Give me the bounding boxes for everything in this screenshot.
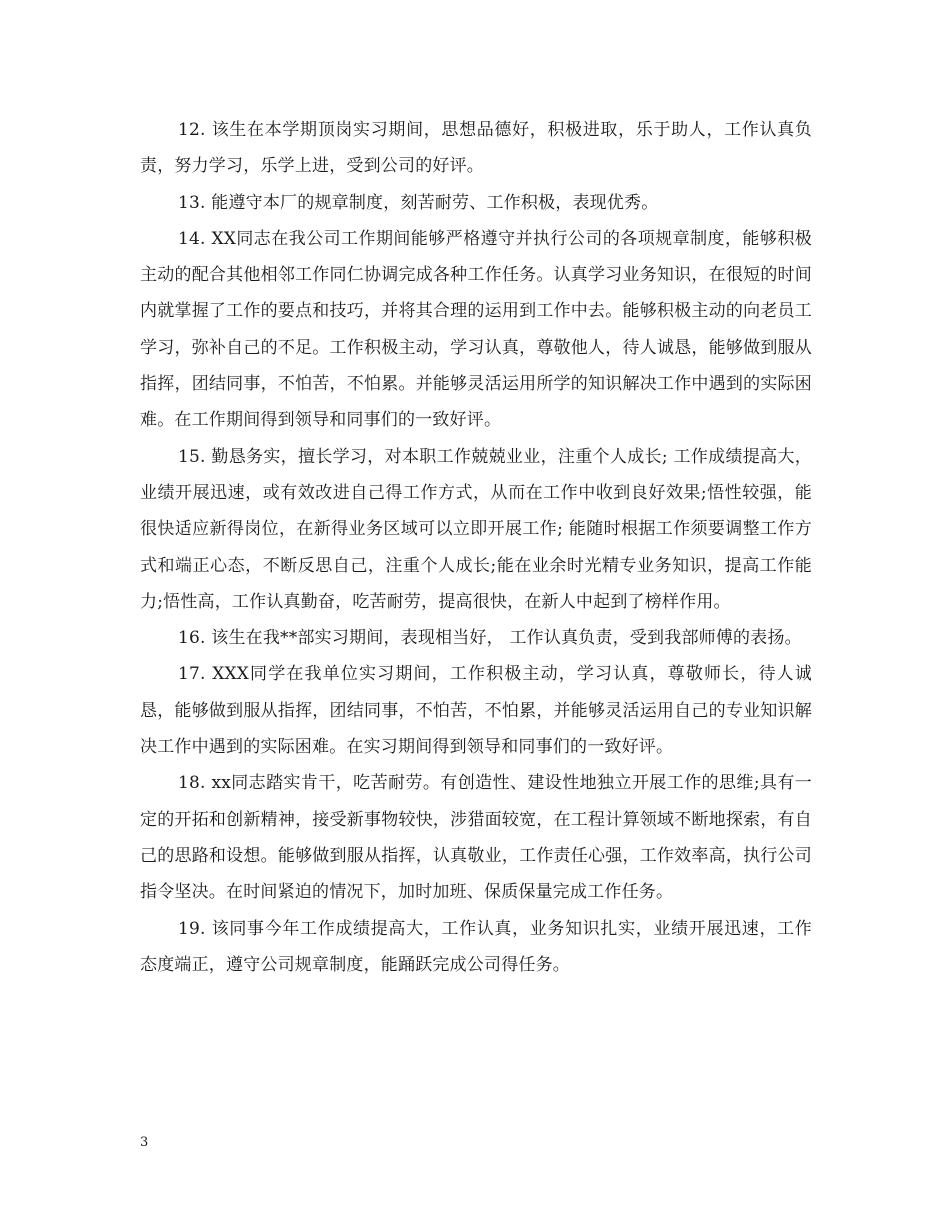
- paragraph-12: 12. 该生在本学期顶岗实习期间，思想品德好，积极进取，乐于助人，工作认真负责，努力学习，乐学上进，受到公司的好评。: [140, 120, 812, 177]
- page-number: 3: [140, 1135, 149, 1150]
- paragraph-15: 15. 勤恳务实，擅长学习，对本职工作兢兢业业，注重个人成长; 工作成绩提高大，业绩开展迅速，或有效改进自己得工作方式，从而在工作中收到良好效果;悟性较强，能很快适应新得岗位，在新得业务区域可以立即开展工作; 能随时根据工作须要调整工作方式和端正心态，不断反思自己，注重个人成长;能在业余时光精专业务知识，提高工作能力;悟性高，工作认真勤奋，吃苦耐劳，提高很快，在新人中起到了榜样作用。: [140, 446, 812, 612]
- paragraph-13: 13. 能遵守本厂的规章制度，刻苦耐劳、工作积极，表现优秀。: [178, 192, 659, 213]
- paragraph-19: 19. 该同事今年工作成绩提高大，工作认真，业务知识扎实，业绩开展迅速，工作态度端正，遵守公司规章制度，能踊跃完成公司得任务。: [140, 918, 812, 975]
- paragraph-17: 17. XXX同学在我单位实习期间，工作积极主动，学习认真，尊敬师长，待人诚恳，能够做到服从指挥，团结同事，不怕苦，不怕累，并能够灵活运用自己的专业知识解决工作中遇到的实际困难。在实习期间得到领导和同事们的一致好评。: [140, 664, 812, 758]
- paragraph-18: 18. xx同志踏实肯干，吃苦耐劳。有创造性、建设性地独立开展工作的思维;具有一定的开拓和创新精神，接受新事物较快，涉猎面较宽，在工程计算领域不断地探索，有自己的思路和设想。能够做到服从指挥，认真敬业，工作责任心强，工作效率高，执行公司指令坚决。在时间紧迫的情况下，加时加班、保质保量完成工作任务。: [140, 773, 812, 903]
- paragraph-16: 16. 该生在我**部实习期间，表现相当好， 工作认真负责，受到我部师傅的表扬。: [178, 628, 802, 649]
- paragraph-14: 14. XX同志在我公司工作期间能够严格遵守并执行公司的各项规章制度，能够积极主动的配合其他相邻工作同仁协调完成各种工作任务。认真学习业务知识，在很短的时间内就掌握了工作的要点和技巧，并将其合理的运用到工作中去。能够积极主动的向老员工学习，弥补自己的不足。工作积极主动，学习认真，尊敬他人，待人诚恳，能够做到服从指挥，团结同事，不怕苦，不怕累。并能够灵活运用所学的知识解决工作中遇到的实际困难。在工作期间得到领导和同事们的一致好评。: [140, 228, 812, 431]
- body-text: [140, 112, 812, 983]
